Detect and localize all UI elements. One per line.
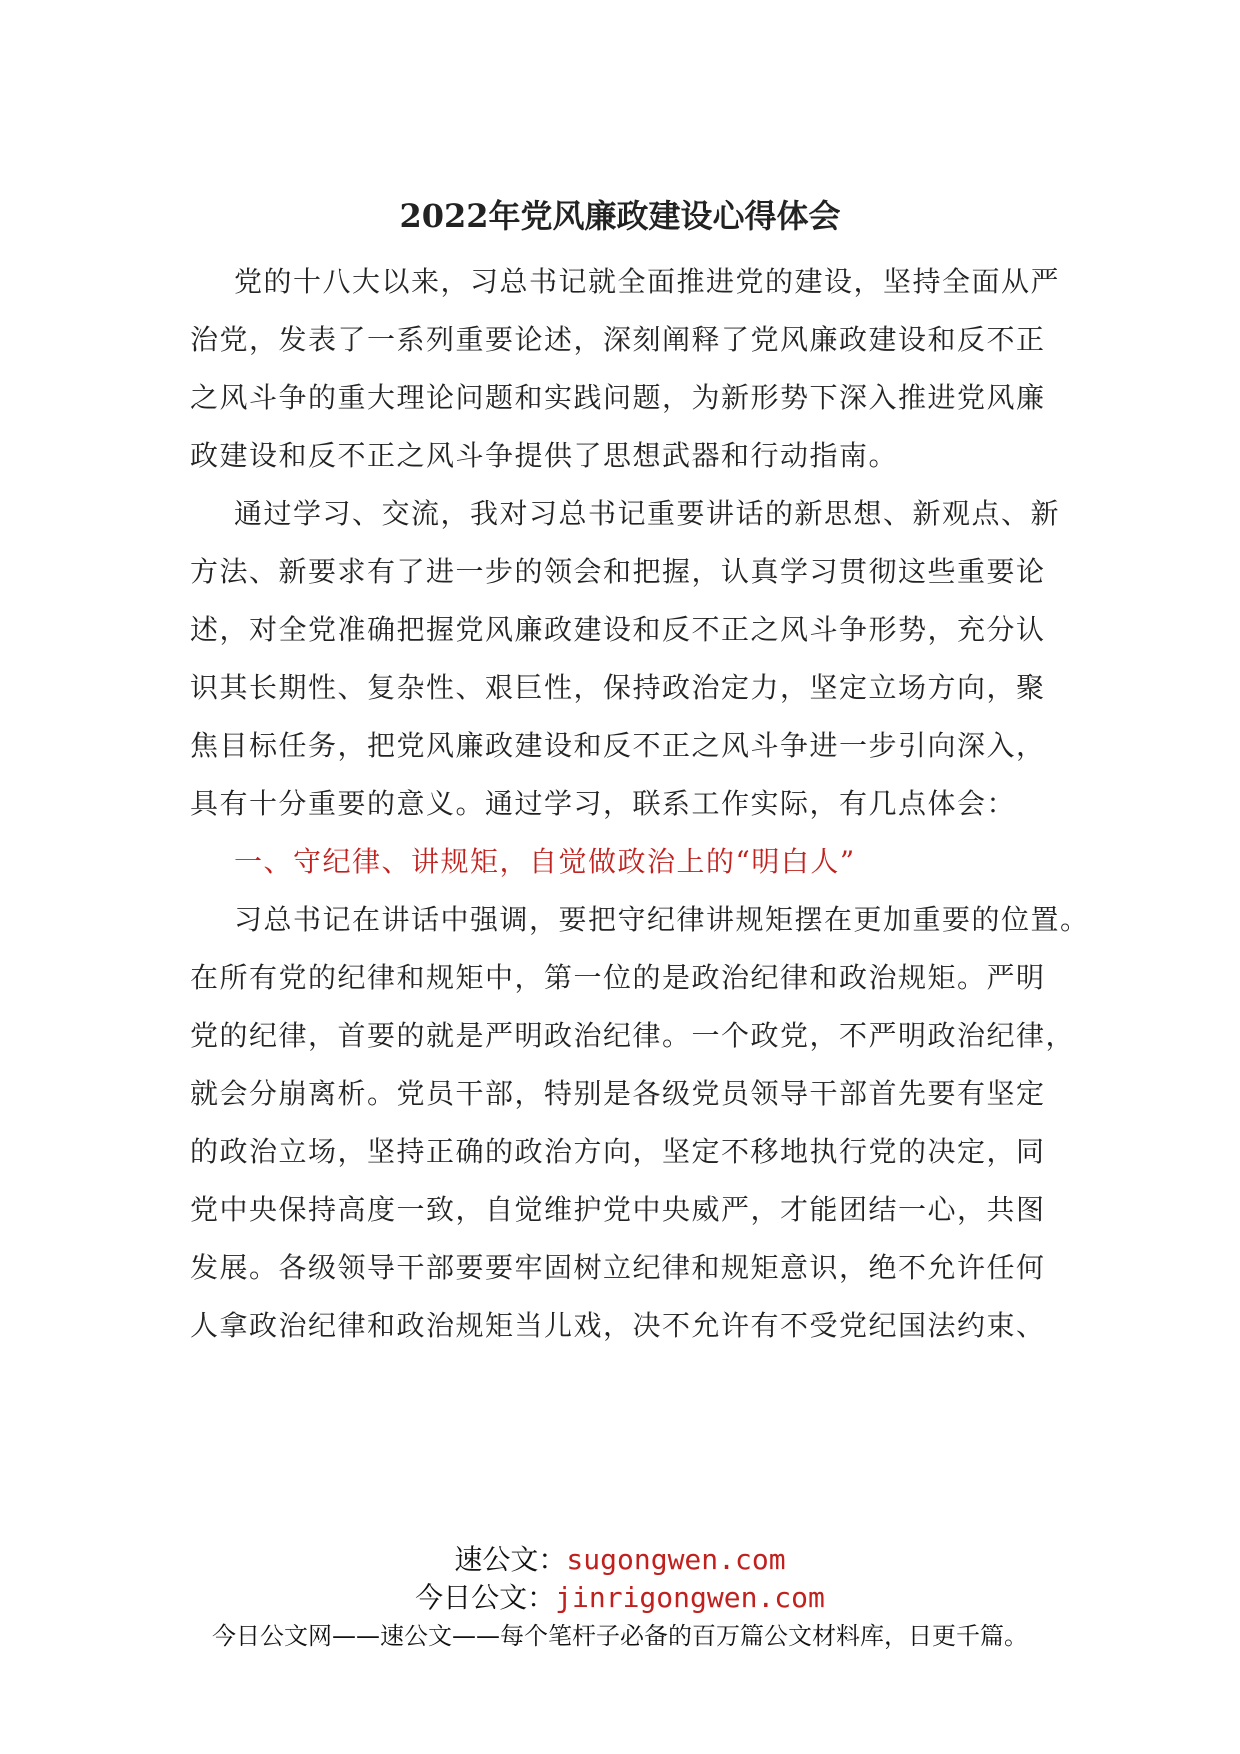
body-line: 焦目标任务，把党风廉政建设和反不正之风斗争进一步引向深入， bbox=[190, 729, 1046, 762]
body-line: 治党，发表了一系列重要论述，深刻阐释了党风廉政建设和反不正 bbox=[190, 323, 1046, 356]
body-line: 的政治立场，坚持正确的政治方向，坚定不移地执行党的决定，同 bbox=[190, 1135, 1046, 1168]
body-line: 述，对全党准确把握党风廉政建设和反不正之风斗争形势，充分认 bbox=[190, 613, 1046, 646]
body-line: 识其长期性、复杂性、艰巨性，保持政治定力，坚定立场方向，聚 bbox=[190, 671, 1046, 704]
body-line: 就会分崩离析。党员干部，特别是各级党员领导干部首先要有坚定 bbox=[190, 1077, 1046, 1110]
footer-line-jinrigongwen bbox=[0, 1580, 1240, 1616]
body-line: 习总书记在讲话中强调，要把守纪律讲规矩摆在更加重要的位置。 bbox=[234, 903, 1090, 936]
body-line: 党中央保持高度一致，自觉维护党中央威严，才能团结一心，共图 bbox=[190, 1193, 1046, 1226]
body-line: 方法、新要求有了进一步的领会和把握，认真学习贯彻这些重要论 bbox=[190, 555, 1046, 588]
body-line: 发展。各级领导干部要要牢固树立纪律和规矩意识，绝不允许任何 bbox=[190, 1251, 1046, 1284]
footer-link-jinrigongwen[interactable]: jinrigongwen.com bbox=[555, 1581, 825, 1614]
footer-tagline: 今日公文网——速公文——每个笔杆子必备的百万篇公文材料库，日更千篇。 bbox=[212, 1622, 1028, 1650]
footer-label: 今日公文： bbox=[415, 1581, 556, 1614]
footer-label: 速公文： bbox=[454, 1543, 567, 1576]
body-line: 政建设和反不正之风斗争提供了思想武器和行动指南。 bbox=[190, 439, 899, 472]
section-heading: 一、守纪律、讲规矩，自觉做政治上的“明白人” bbox=[234, 845, 856, 878]
body-line: 之风斗争的重大理论问题和实践问题，为新形势下深入推进党风廉 bbox=[190, 381, 1046, 414]
footer-link-sugongwen[interactable]: sugongwen.com bbox=[566, 1543, 786, 1576]
body-line: 人拿政治纪律和政治规矩当儿戏，决不允许有不受党纪国法约束、 bbox=[190, 1309, 1046, 1342]
footer-line-sugongwen bbox=[0, 1542, 1240, 1578]
body-line: 党的纪律，首要的就是严明政治纪律。一个政党，不严明政治纪律， bbox=[190, 1019, 1076, 1052]
body-line: 具有十分重要的意义。通过学习，联系工作实际，有几点体会： bbox=[190, 787, 1017, 820]
body-line: 党的十八大以来，习总书记就全面推进党的建设，坚持全面从严 bbox=[234, 265, 1061, 298]
document-title: 2022年党风廉政建设心得体会 bbox=[399, 197, 841, 235]
body-line: 通过学习、交流，我对习总书记重要讲话的新思想、新观点、新 bbox=[234, 497, 1061, 530]
body-line: 在所有党的纪律和规矩中，第一位的是政治纪律和政治规矩。严明 bbox=[190, 961, 1046, 994]
